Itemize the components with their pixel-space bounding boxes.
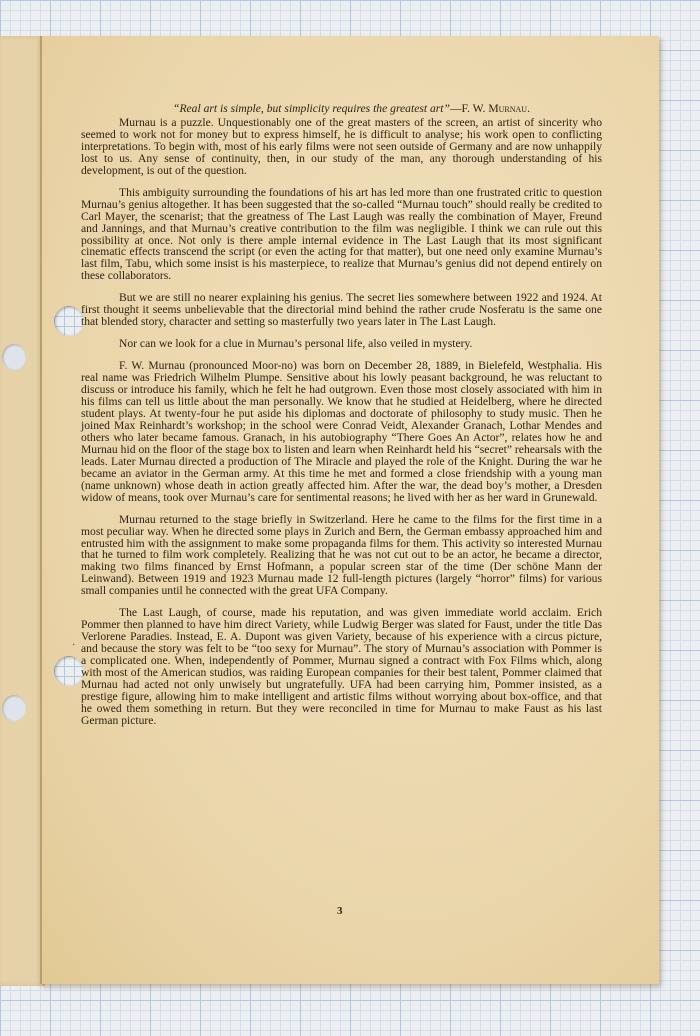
paragraph-intro: Murnau is a puzzle. Unquestionably one of the great masters of the screen, an artist of sincerity who seemed to work not for money but to express himself, he is difficult to analyse; his work open to conflicting interpretations. To begin with, most of his early films were not seen outside of Germany and are now unhappily lost to us. Any sense of continuity, then, in our study of the man, any thorough understanding of his development, is out of the question. [81,115,602,177]
epigraph-quote: “Real art is simple, but simplicity requires the greatest art” [173,102,450,115]
punch-hole-back-bottom [2,695,26,721]
punch-hole-back-top [2,344,26,370]
paragraph-genius: But we are still no nearer explaining his genius. The secret lies somewhere between 1922 and 1924. At first thought it seems unbelievable that the directorial mind behind the rather crude Nosferatu is the same one that blended story, character and setting so masterfully two years later in The Last Laugh. [81,291,602,329]
epigraph-attribution: —F. W. Murnau. [449,102,530,115]
paragraph-biography: F. W. Murnau (pronounced Moor-no) was born on December 28, 1889, in Bielefeld, Westphalia. His real name was Friedrich Wilhelm Plumpe. Sensitive about his lowly peasant background, he was reluctant to discuss or introduce his family, which he felt he had outgrown. Even those most closely associated with him in his films can tell us little about the man personally. We know that he studied at Heidelberg, where he directed student plays. At twenty-four he put aside his diplomas and doctorate of philosophy to study music. Then he joined Max Reinhardt’s workshop; in the school were Conrad Veidt, Alexander Granach, Lothar Mendes and others who later became famous. Granach, in his autobiography “There Goes An Actor”, relates how he and Murnau hid on the floor of the stage box to listen and learn when Reinhardt held his “secret” rehearsals with the leads. Later Murnau directed a production of The Miracle and played the role of the Knight. During the war he became an aviator in the German army. At this time he met and formed a close friendship with a young man (name unknown) whose death in action greatly affected him. After the war, the dead boy’s mother, a Dresden widow of means, took over Murnau’s care for sentimental reasons; he lived with her as her ward in Grunewald. [81,359,602,504]
paragraph-last-laugh: The Last Laugh, of course, made his reputation, and was given immediate world acclaim. Erich Pommer then planned to have him direct Variety, while Ludwig Berger was slated for Faust, under the title Das Verlorene Paradies. Instead, E. A. Dupont was given Variety, because of his experience with a circus picture, and because the story was felt to be “too sexy for Murnau”. The story of Murnau’s association with Pommer is a complicated one. When, independently of Pommer, Murnau signed a contract with Fox Films which, along with most of the American studios, was raiding European companies for their best talent, Pommer claimed that Murnau had acted not only unwisely but ungratefully. UFA had been carrying him, Pommer insisted, as a prestige figure, allowing him to make intelligent and artistic films without worrying about box-office, and that he owed them something in return. But they were reconciled in time for Murnau to make Faust as his last German picture. [81,606,602,727]
page-number: 3 [337,905,343,917]
punch-hole-top [54,306,84,336]
margin-tick-mark: · [72,640,76,651]
paragraph-switzerland: Murnau returned to the stage briefly in Switzerland. Here he came to the films for the first time in a most peculiar way. When he directed some plays in Zurich and Bern, the German embassy approached him and entrusted him with the assignment to make some propaganda films for them. This activity so interested Murnau that he turned to film work completely. Realizing that he was not cut out to be an actor, he became a director, making two films financed by Ernst Hofmann, a popular screen star of the time (Der schöne Mann der Leinwand). Between 1919 and 1923 Murnau made 12 full-length pictures (largely “horror” films) for various small companies until he connected with the great UFA Company. [81,512,602,598]
paragraph-personal-life: Nor can we look for a clue in Murnau’s personal life, also veiled in mystery. [119,337,473,351]
underlying-sheet [0,36,45,986]
punch-hole-bottom [54,656,84,686]
paragraph-ambiguity: This ambiguity surrounding the foundations of his art has led more than one frustrated critic to question Murnau’s genius altogether. It has been suggested that the so-called “Murnau touch” should really be credited to Carl Mayer, the scenarist; that the greatness of The Last Laugh was really the combination of Mayer, Freund and Jannings, and that Murnau’s creative contribution to the film was negligible. I think we can rule out this possibility at once. Not only is there ample internal evidence in The Last Laugh that its most significant cinematic effects transcend the script (or even the acting for that matter), but one need only examine Murnau’s last film, Tabu, which some insist is his masterpiece, to realize that Murnau’s genius did not depend entirely on these collaborators. [81,185,602,283]
page-body [81,103,602,729]
epigraph [81,103,602,115]
